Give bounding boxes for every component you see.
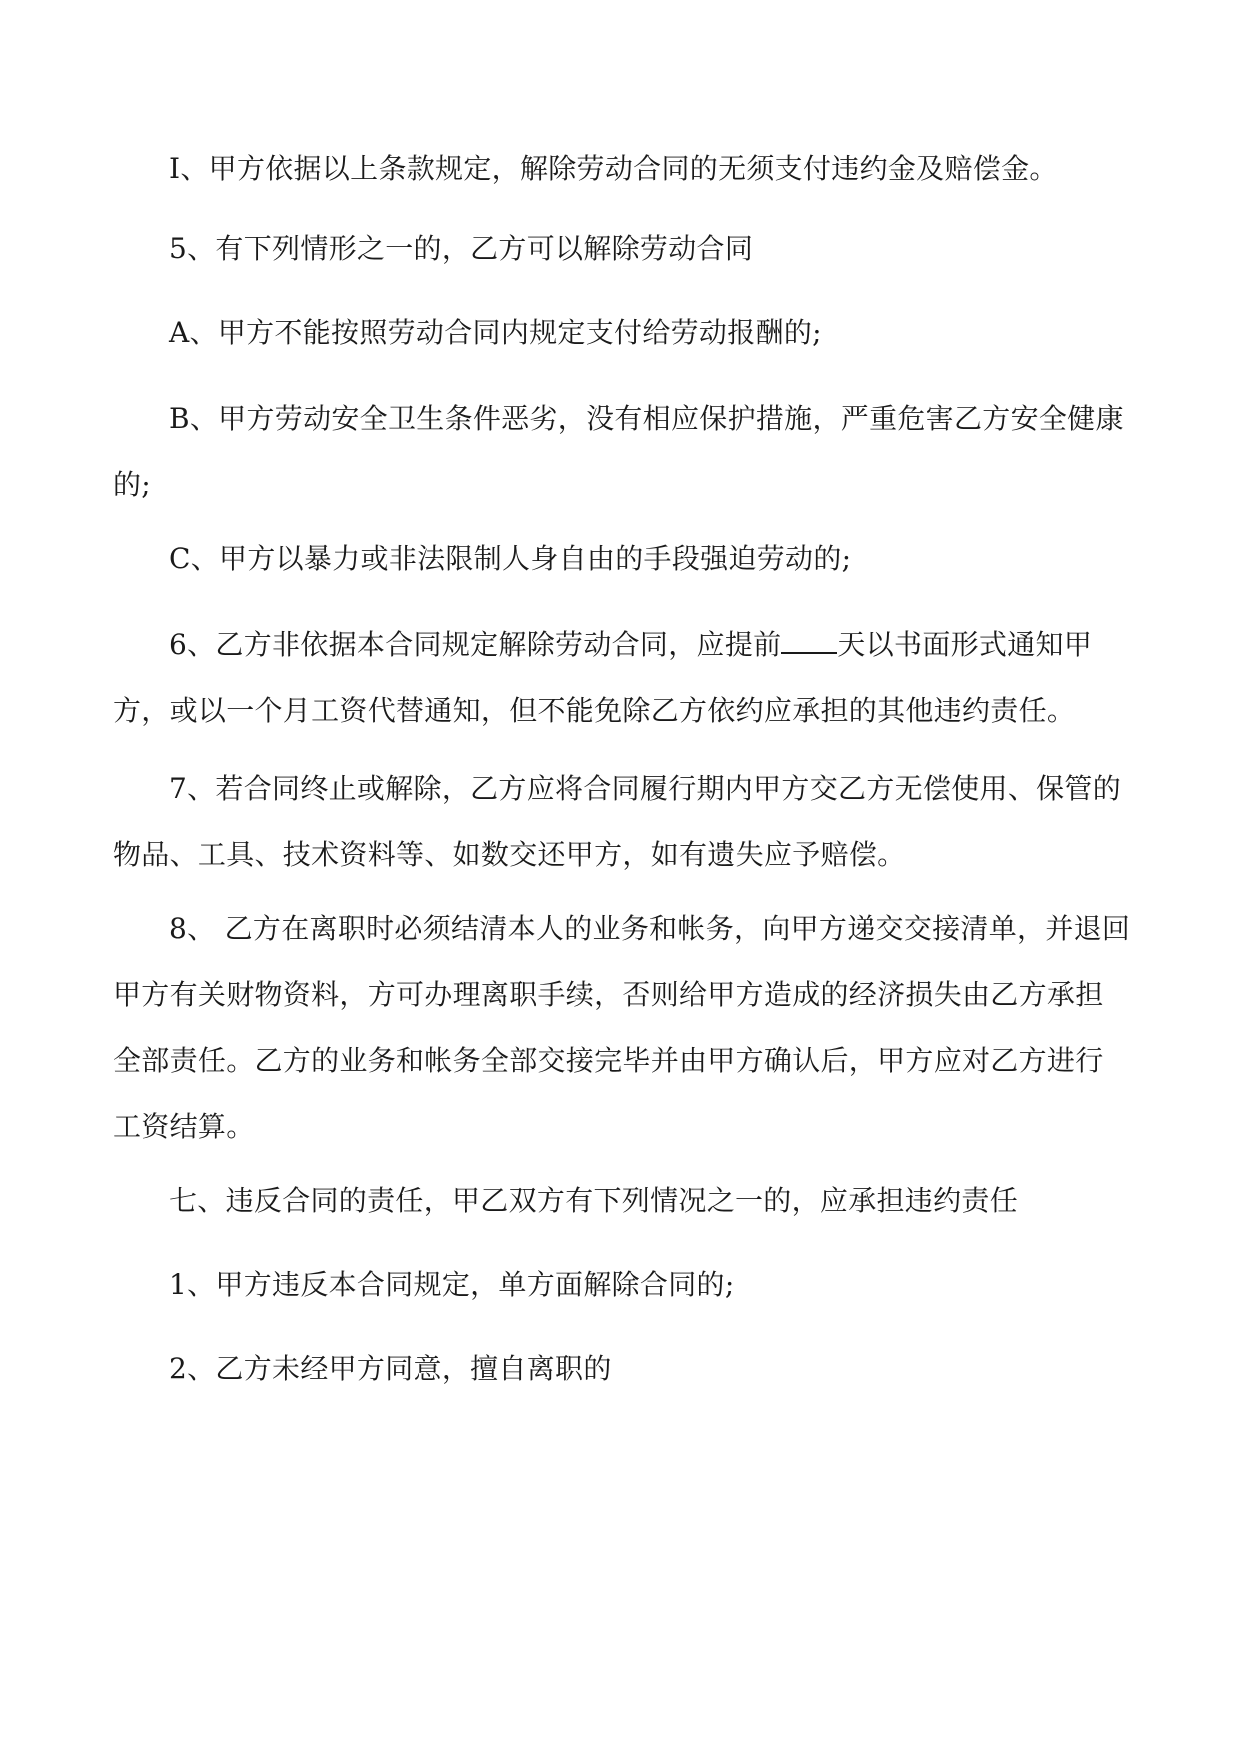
paragraph-clause-a: A、甲方不能按照劳动合同内规定支付给劳动报酬的; (169, 316, 822, 349)
paragraph-clause-8: 8、 乙方在离职时必须结清本人的业务和帐务，向甲方递交交接清单，并退回甲方有关财物资料，方可办理离职手续，否则给甲方造成的经济损失由乙方承担全部责任。乙方的业务和帐务全部交接完毕并由甲方确认后，甲方应对乙方进行工资结算。 (113, 912, 1131, 1143)
clause-6-text-before: 6、乙方非依据本合同规定解除劳动合同，应提前 (169, 628, 782, 661)
paragraph-clause-c: C、甲方以暴力或非法限制人身自由的手段强迫劳动的; (169, 542, 852, 575)
paragraph-clause-5: 5、有下列情形之一的，乙方可以解除劳动合同 (169, 232, 754, 265)
paragraph-clause-7: 7、若合同终止或解除，乙方应将合同履行期内甲方交乙方无偿使用、保管的物品、工具、技术资料等、如数交还甲方，如有遗失应予赔偿。 (113, 772, 1122, 871)
paragraph-clause-b: B、甲方劳动安全卫生条件恶劣，没有相应保护措施，严重危害乙方安全健康的; (113, 402, 1124, 501)
notice-days-blank (781, 624, 837, 654)
paragraph-clause-i: I、甲方依据以上条款规定，解除劳动合同的无须支付违约金及赔偿金。 (169, 152, 1058, 185)
clause-6-text-after: 天以书面形式通知甲方，或以一个月工资代替通知，但不能免除乙方依约应承担的其他违约责任。 (113, 628, 1093, 727)
section-heading-seven: 七、违反合同的责任，甲乙双方有下列情况之一的，应承担违约责任 (169, 1184, 1019, 1217)
paragraph-breach-2: 2、乙方未经甲方同意，擅自离职的 (169, 1352, 612, 1385)
paragraph-breach-1: 1、甲方违反本合同规定，单方面解除合同的; (169, 1268, 735, 1301)
paragraph-clause-6 (113, 612, 1131, 744)
